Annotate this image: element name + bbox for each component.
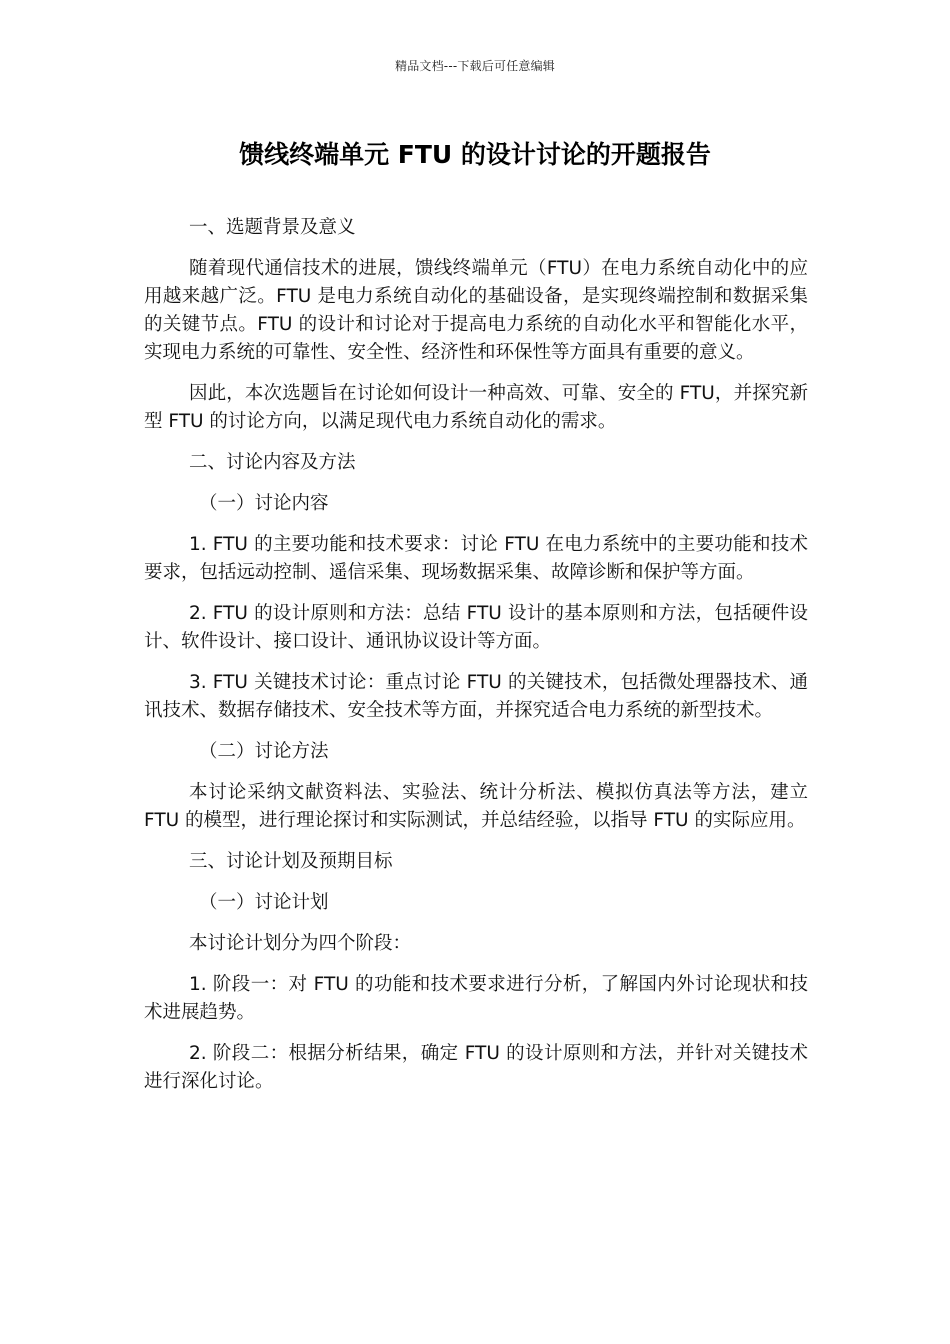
section-heading-background: 一、选题背景及意义	[189, 217, 356, 238]
list-item-stage-one: 1. 阶段一：对 FTU 的功能和技术要求进行分析，了解国内外讨论现状和技术进展趋势。	[144, 974, 808, 1023]
section-heading-content-method: 二、讨论内容及方法	[189, 452, 356, 473]
paragraph-method: 本讨论采纳文献资料法、实验法、统计分析法、模拟仿真法等方法，建立 FTU 的模型，进行理论探讨和实际测试，并总结经验，以指导 FTU 的实际应用。	[144, 782, 808, 831]
list-item-key-technologies: 3. FTU 关键技术讨论：重点讨论 FTU 的关键技术，包括微处理器技术、通讯技术、数据存储技术、安全技术等方面，并探究适合电力系统的新型技术。	[144, 672, 808, 721]
paragraph-purpose: 因此，本次选题旨在讨论如何设计一种高效、可靠、安全的 FTU，并探究新型 FTU 的讨论方向，以满足现代电力系统自动化的需求。	[144, 383, 808, 432]
subheading-method: （二）讨论方法	[199, 741, 329, 762]
list-item-stage-two: 2. 阶段二：根据分析结果，确定 FTU 的设计原则和方法，并针对关键技术进行深化讨论。	[144, 1043, 808, 1092]
document-body	[144, 214, 808, 1109]
subheading-content: （一）讨论内容	[199, 493, 329, 514]
subheading-plan: （一）讨论计划	[199, 892, 329, 913]
header-note: 精品文档---下载后可任意编辑	[395, 59, 555, 73]
list-item-functions: 1. FTU 的主要功能和技术要求：讨论 FTU 在电力系统中的主要功能和技术要求，包括远动控制、遥信采集、现场数据采集、故障诊断和保护等方面。	[144, 534, 808, 583]
list-item-design-principles: 2. FTU 的设计原则和方法：总结 FTU 设计的基本原则和方法，包括硬件设计、软件设计、接口设计、通讯协议设计等方面。	[144, 603, 808, 652]
paragraph-background: 随着现代通信技术的进展，馈线终端单元（FTU）在电力系统自动化中的应用越来越广泛。FTU 是电力系统自动化的基础设备，是实现终端控制和数据采集的关键节点。FTU 的设计和讨论对于提高电力系统的自动化水平和智能化水平，实现电力系统的可靠性、安全性、经济性和环保性等方面具有重要的意义。	[144, 258, 808, 363]
document-title: 馈线终端单元 FTU 的设计讨论的开题报告	[239, 140, 711, 169]
paragraph-plan-intro: 本讨论计划分为四个阶段：	[189, 933, 412, 954]
section-heading-plan: 三、讨论计划及预期目标	[189, 851, 393, 872]
